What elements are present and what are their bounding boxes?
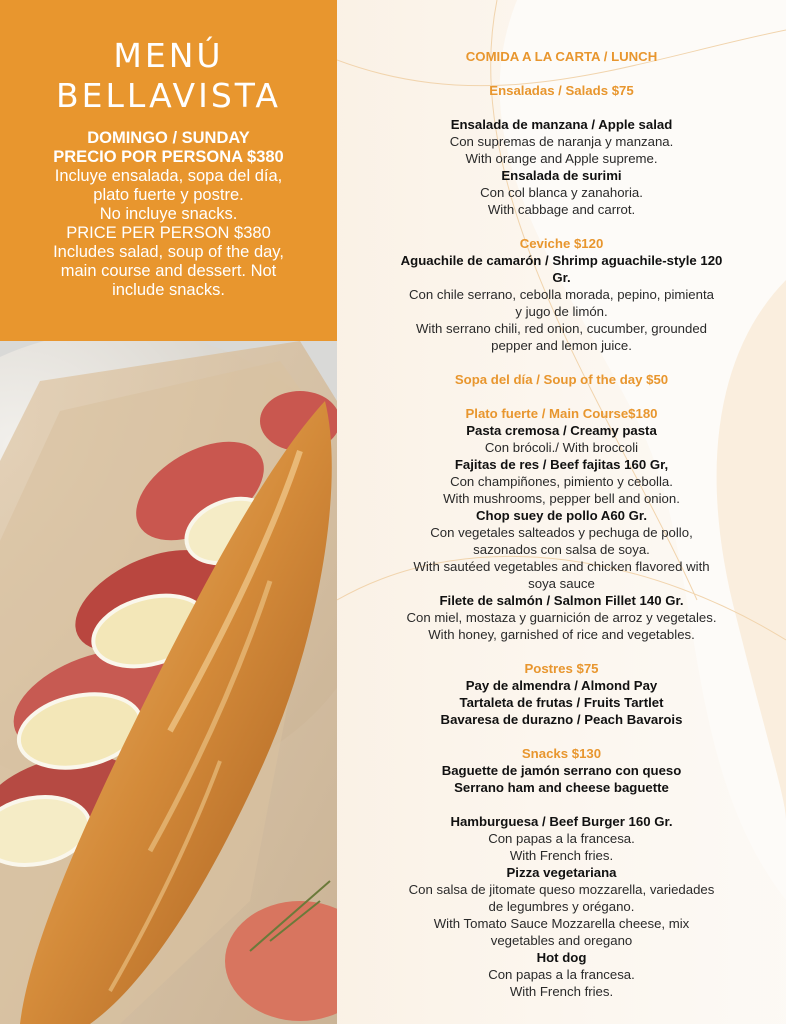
sandwich-illustration — [0, 341, 337, 1024]
menu-item-desc: Con vegetales salteados y pechuga de pollo, — [430, 525, 693, 540]
menu-item-desc: With honey, garnished of rice and vegetables. — [428, 627, 695, 642]
menu-item-desc: Con salsa de jitomate queso mozzarella, variedades — [408, 882, 715, 897]
menu-item-desc: de legumbres y orégano. — [488, 899, 635, 914]
section-title-snacks: Snacks $130 — [521, 746, 602, 761]
section-title-desserts: Postres $75 — [524, 661, 599, 676]
menu-content — [345, 48, 778, 1000]
menu-item-desc: With cabbage and carrot. — [487, 202, 636, 217]
menu-item-name: Ensalada de manzana / Apple salad — [450, 117, 673, 132]
menu-item-name: Serrano ham and cheese baguette — [454, 780, 669, 795]
menu-item-desc: With orange and Apple supreme. — [465, 151, 658, 166]
dessert-item: Bavaresa de durazno / Peach Bavarois — [440, 712, 683, 727]
menu-item-desc: With serrano chili, red onion, cucumber, grounded — [415, 321, 707, 336]
menu-item-desc: With mushrooms, pepper bell and onion. — [443, 491, 680, 506]
menu-item-name: Ensalada de surimi — [501, 168, 622, 183]
sandwich-photo — [0, 341, 337, 1024]
not-includes-es: No incluye snacks. — [99, 205, 238, 223]
menu-item-desc: Con brócoli./ With broccoli — [484, 440, 639, 455]
menu-item-name: Baguette de jamón serrano con queso — [441, 763, 682, 778]
menu-item-name: Chop suey de pollo A60 Gr. — [476, 508, 647, 523]
menu-title-line2: BELLAVISTA — [56, 76, 281, 115]
menu-item-name: Hamburguesa / Beef Burger 160 Gr. — [450, 814, 673, 829]
menu-item-name: Pasta cremosa / Creamy pasta — [466, 423, 657, 438]
dessert-item: Pay de almendra / Almond Pay — [465, 678, 658, 693]
menu-item-desc: With French fries. — [509, 848, 614, 863]
menu-item-name: Aguachile de camarón / Shrimp aguachile-style 120 — [400, 253, 723, 268]
menu-item-name: Hot dog — [536, 950, 587, 965]
menu-item-desc: vegetables and oregano — [490, 933, 633, 948]
menu-item-name-cont: Gr. — [552, 270, 571, 285]
menu-item-desc: soya sauce — [528, 576, 595, 591]
header-panel — [0, 0, 337, 341]
menu-item-desc: Con chile serrano, cebolla morada, pepino, pimienta — [409, 287, 714, 302]
header-info — [6, 129, 331, 300]
right-column — [337, 0, 786, 1024]
menu-item-desc: pepper and lemon juice. — [491, 338, 632, 353]
menu-item-desc: Con papas a la francesa. — [488, 831, 635, 846]
menu-item-desc: y jugo de limón. — [515, 304, 608, 319]
menu-item-desc: Con miel, mostaza y guarnición de arroz y vegetales. — [406, 610, 717, 625]
includes-en-2: main course and dessert. Not — [60, 262, 277, 280]
menu-item-desc: With sautéed vegetables and chicken flavored with — [413, 559, 710, 574]
menu-item-name: Fajitas de res / Beef fajitas 160 Gr, — [454, 457, 669, 472]
dessert-item: Tartaleta de frutas / Fruits Tartlet — [459, 695, 664, 710]
menu-heading: COMIDA A LA CARTA / LUNCH — [465, 49, 658, 64]
menu-item-desc: With French fries. — [509, 984, 614, 999]
menu-item-desc: Con champiñones, pimiento y cebolla. — [450, 474, 673, 489]
menu-item-name: Filete de salmón / Salmon Fillet 140 Gr. — [439, 593, 684, 608]
includes-es-2: plato fuerte y postre. — [93, 186, 244, 204]
menu-item-desc: Con col blanca y zanahoria. — [480, 185, 643, 200]
section-title-soup: Sopa del día / Soup of the day $50 — [454, 372, 669, 387]
menu-item-desc: Con supremas de naranja y manzana. — [449, 134, 674, 149]
menu-item-desc: Con papas a la francesa. — [488, 967, 635, 982]
price-es: PRECIO POR PERSONA $380 — [53, 148, 284, 166]
menu-title-line1: MENÚ — [113, 36, 224, 75]
section-title-ceviche: Ceviche $120 — [519, 236, 604, 251]
section-title-main: Plato fuerte / Main Course$180 — [465, 406, 658, 421]
menu-item-desc: With Tomato Sauce Mozzarella cheese, mix — [433, 916, 690, 931]
section-title-salads: Ensaladas / Salads $75 — [489, 83, 634, 98]
menu-item-desc: sazonados con salsa de soya. — [473, 542, 650, 557]
includes-en-1: Includes salad, soup of the day, — [53, 243, 284, 261]
price-en: PRICE PER PERSON $380 — [66, 224, 271, 242]
includes-es-1: Incluye ensalada, sopa del día, — [54, 167, 283, 185]
left-column — [0, 0, 337, 1024]
day-label: DOMINGO / SUNDAY — [87, 129, 250, 147]
includes-en-3: include snacks. — [112, 281, 225, 299]
menu-item-name: Pizza vegetariana — [506, 865, 617, 880]
